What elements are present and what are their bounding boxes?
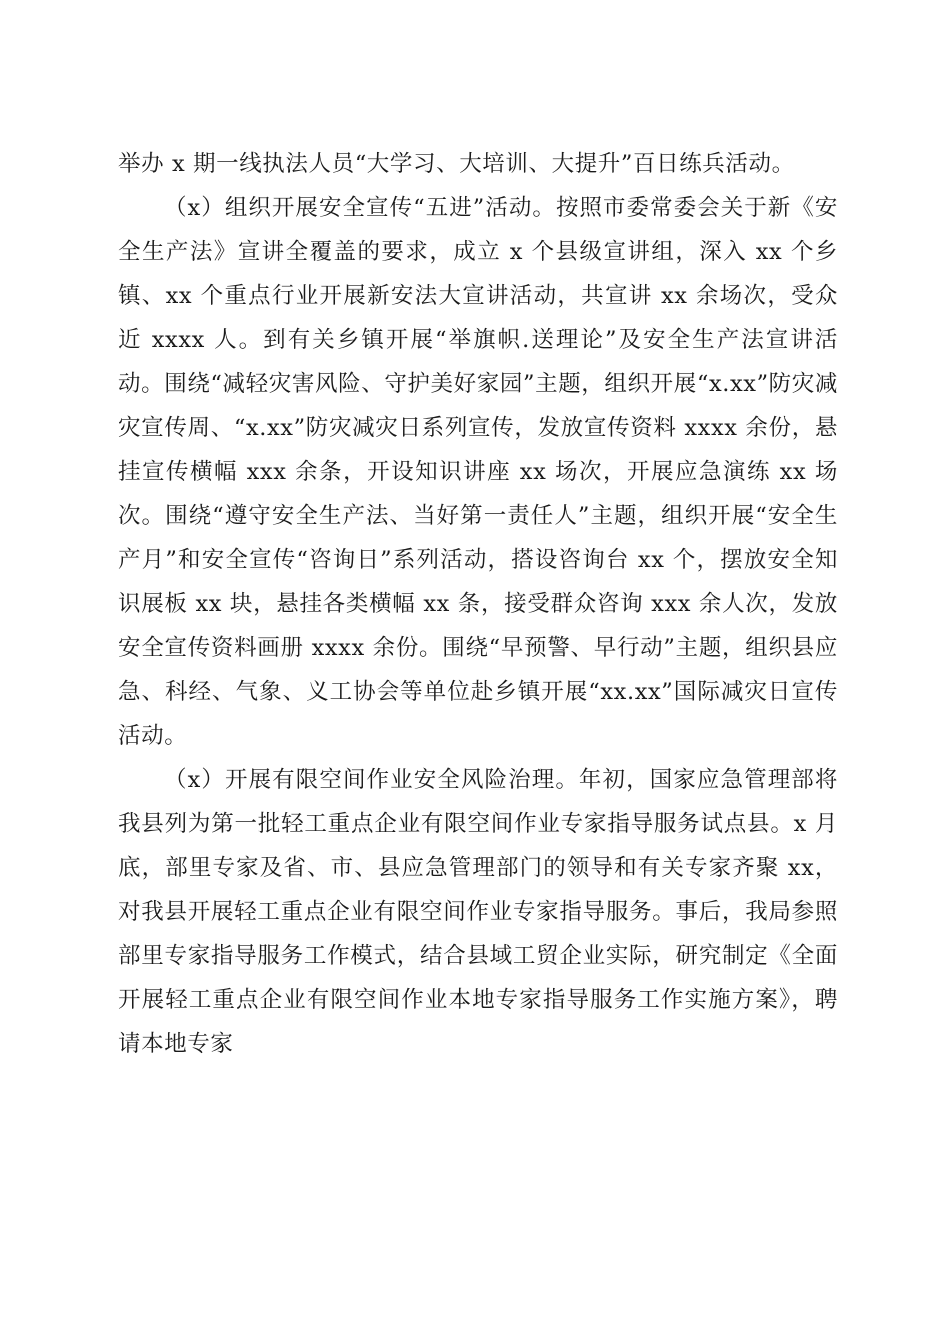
paragraph-2: （x）组织开展安全宣传“五进”活动。按照市委常委会关于新《安全生产法》宣讲全覆盖的要求，成立 x 个县级宣讲组，深入 xx 个乡镇、xx 个重点行业开展新安法大宣讲活动，共宣讲 xx 余场次，受众近 xxxx 人。到有关乡镇开展“举旗帜.送理论”及安全生产法宣讲活动。围绕“减轻灾害风险、守护美好家园”主题，组织开展“x.xx”防灾减灾宣传周、“x.xx”防灾减灾日系列宣传，发放宣传资料 xxxx 余份，悬挂宣传横幅 xxx 余条，开设知识讲座 xx 场次，开展应急演练 xx 场次。围绕“遵守安全生产法、当好第一责任人”主题，组织开展“安全生产月”和安全宣传“咨询日”系列活动，搭设咨询台 xx 个，摆放安全知识展板 xx 块，悬挂各类横幅 xx 条，接受群众咨询 xxx 余人次，发放安全宣传资料画册 xxxx 余份。围绕“早预警、早行动”主题，组织县应急、科经、气象、义工协会等单位赴乡镇开展“xx.xx”国际减灾日宣传活动。: [118, 195, 838, 749]
document-body: [118, 142, 838, 1066]
paragraph-1: 举办 x 期一线执法人员“大学习、大培训、大提升”百日练兵活动。: [118, 151, 795, 177]
paragraph-3: （x）开展有限空间作业安全风险治理。年初，国家应急管理部将我县列为第一批轻工重点企业有限空间作业专家指导服务试点县。x 月底，部里专家及省、市、县应急管理部门的领导和有关专家齐聚 xx，对我县开展轻工重点企业有限空间作业专家指导服务。事后，我局参照部里专家指导服务工作模式，结合县域工贸企业实际，研究制定《全面开展轻工重点企业有限空间作业本地专家指导服务工作实施方案》，聘请本地专家: [118, 767, 838, 1057]
